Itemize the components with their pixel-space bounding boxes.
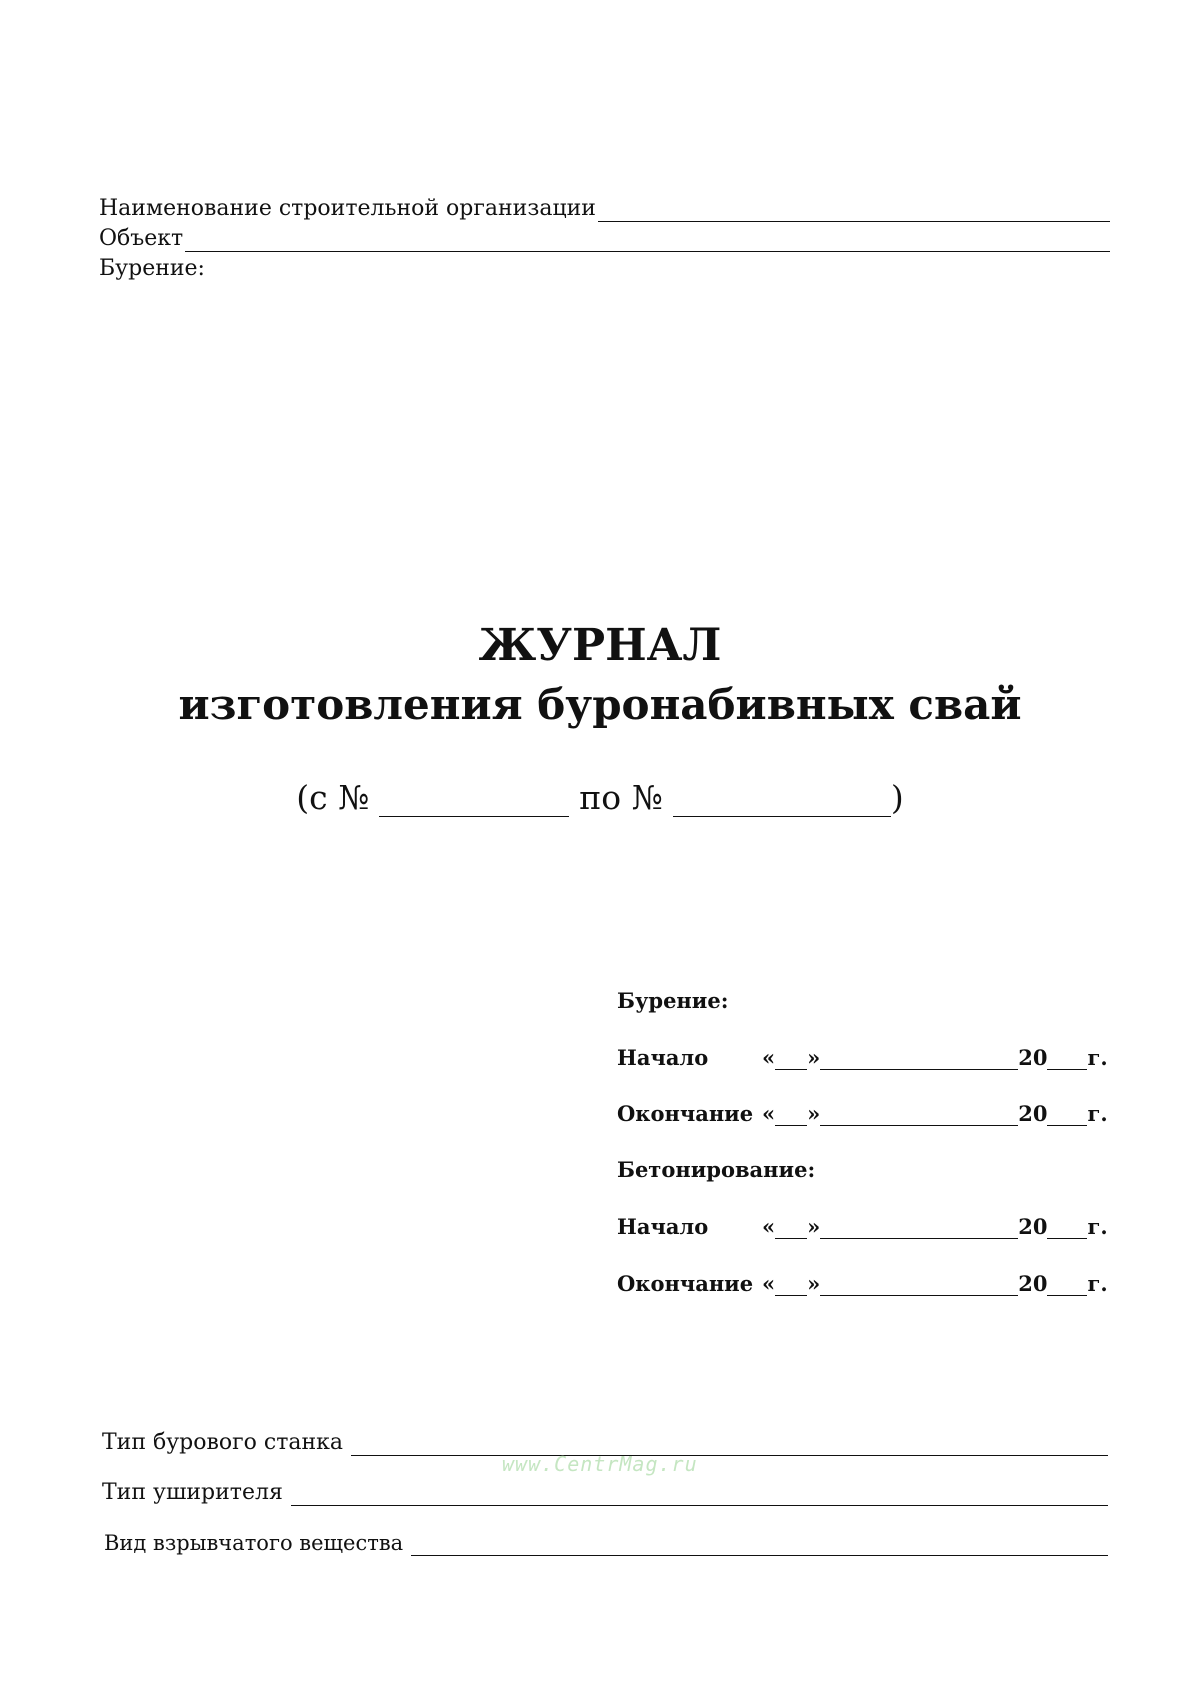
rig-type-blank[interactable]	[351, 1435, 1108, 1456]
month-blank[interactable]	[820, 1105, 1018, 1126]
year-suffix: г.	[1087, 1045, 1108, 1070]
pile-number-range	[0, 778, 1200, 817]
quote-close: »	[807, 1271, 821, 1296]
expander-type-blank[interactable]	[291, 1485, 1108, 1506]
rig-type-label: Тип бурового станка	[102, 1430, 344, 1455]
concreting-end-label: Окончание	[617, 1271, 754, 1296]
concreting-end-row[interactable]	[617, 1270, 1108, 1296]
day-blank[interactable]	[775, 1275, 807, 1296]
drilling-start-label: Начало	[617, 1045, 709, 1070]
quote-close: »	[807, 1045, 821, 1070]
range-close-text: )	[890, 778, 904, 817]
day-blank[interactable]	[775, 1049, 807, 1070]
expander-type-field[interactable]	[102, 1480, 1108, 1506]
year-suffix: г.	[1087, 1214, 1108, 1239]
explosive-type-blank[interactable]	[411, 1535, 1108, 1556]
object-field[interactable]	[99, 226, 1110, 252]
day-blank[interactable]	[775, 1218, 807, 1239]
drilling-start-row[interactable]	[617, 1044, 1108, 1070]
header-drilling-label: Бурение:	[99, 256, 205, 281]
concreting-start-row[interactable]	[617, 1213, 1108, 1239]
quote-open: «	[762, 1271, 776, 1296]
concreting-start-label: Начало	[617, 1214, 709, 1239]
year-prefix: 20	[1018, 1214, 1048, 1239]
quote-close: »	[807, 1214, 821, 1239]
drilling-end-row[interactable]	[617, 1100, 1108, 1126]
journal-title: ЖУРНАЛ	[478, 620, 722, 671]
year-suffix: г.	[1087, 1101, 1108, 1126]
explosive-type-field[interactable]	[104, 1530, 1108, 1556]
quote-open: «	[762, 1214, 776, 1239]
year-blank[interactable]	[1047, 1049, 1087, 1070]
year-suffix: г.	[1087, 1271, 1108, 1296]
org-name-label: Наименование строительной организации	[99, 196, 596, 221]
concreting-heading: Бетонирование:	[617, 1157, 816, 1182]
year-prefix: 20	[1018, 1101, 1048, 1126]
org-name-field[interactable]	[99, 196, 1110, 222]
year-blank[interactable]	[1047, 1275, 1087, 1296]
month-blank[interactable]	[820, 1218, 1018, 1239]
object-blank[interactable]	[185, 231, 1110, 252]
expander-type-label: Тип уширителя	[102, 1480, 283, 1505]
range-open-text: (с №	[296, 778, 370, 817]
explosive-type-label: Вид взрывчатого вещества	[104, 1531, 404, 1555]
month-blank[interactable]	[820, 1275, 1018, 1296]
range-to-blank[interactable]	[673, 788, 891, 817]
quote-open: «	[762, 1101, 776, 1126]
range-middle-text: по №	[579, 778, 663, 817]
year-blank[interactable]	[1047, 1218, 1087, 1239]
year-prefix: 20	[1018, 1271, 1048, 1296]
object-label: Объект	[99, 226, 184, 251]
year-prefix: 20	[1018, 1045, 1048, 1070]
journal-subtitle: изготовления буронабивных свай	[178, 680, 1022, 729]
year-blank[interactable]	[1047, 1105, 1087, 1126]
org-name-blank[interactable]	[598, 201, 1110, 222]
drilling-heading: Бурение:	[617, 988, 729, 1013]
quote-close: »	[807, 1101, 821, 1126]
month-blank[interactable]	[820, 1049, 1018, 1070]
day-blank[interactable]	[775, 1105, 807, 1126]
watermark-text: www.CentrMag.ru	[502, 1452, 698, 1476]
range-from-blank[interactable]	[379, 788, 569, 817]
drilling-end-label: Окончание	[617, 1101, 754, 1126]
quote-open: «	[762, 1045, 776, 1070]
